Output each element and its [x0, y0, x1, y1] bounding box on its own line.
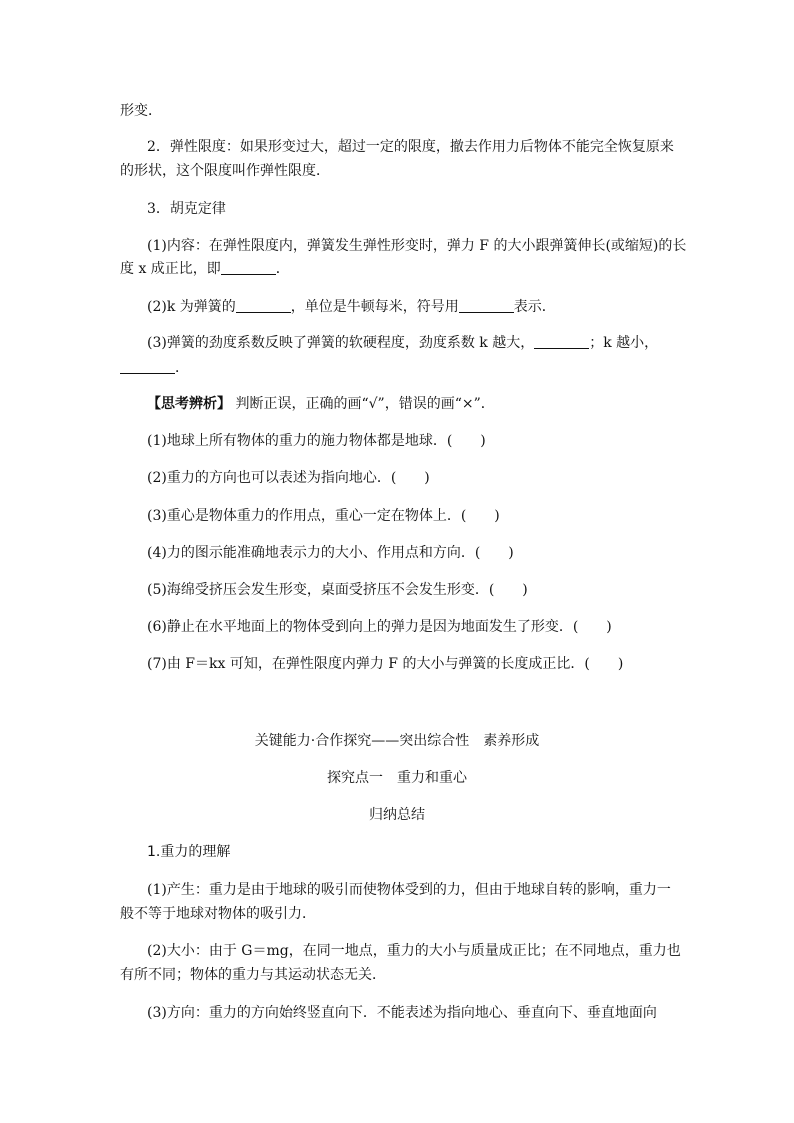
summary-title: 归纳总结 — [369, 807, 425, 823]
answer-blank[interactable] — [534, 334, 589, 349]
gravity-origin-line-2: 般不等于地球对物体的吸引力． — [120, 906, 316, 922]
hooke-content-line-1: (1)内容：在弹性限度内，弹簧发生弹性形变时，弹力 F 的大小跟弹簧伸长(或缩短)的长 — [147, 238, 687, 254]
section-heading: 关键能力·合作探究——突出综合性 素养形成 — [254, 733, 540, 749]
text-line: 形变． — [120, 103, 162, 119]
text-segment: ，单位是牛顿每米，符号用 — [290, 299, 459, 315]
answer-blank[interactable] — [120, 359, 175, 374]
think-tag: 【思考辨析】 — [147, 396, 231, 412]
judge-item: (3)重心是物体重力的作用点，重心一定在物体上．( ) — [147, 508, 500, 524]
text-segment: 度 x 成正比，即 — [120, 261, 221, 277]
hooke-law-title: 3．胡克定律 — [147, 201, 226, 217]
gravity-title: 1.重力的理解 — [147, 844, 231, 860]
hooke-content-line-2 — [120, 259, 290, 279]
judge-item: (6)静止在水平地面上的物体受到向上的弹力是因为地面发生了形变．( ) — [147, 619, 612, 635]
judge-item: (4)力的图示能准确地表示力的大小、作用点和方向．( ) — [147, 545, 514, 561]
think-instruction: 判断正误，正确的画“√”，错误的画“×”． — [235, 396, 495, 412]
judge-item: (7)由 F＝kx 可知，在弹性限度内弹力 F 的大小与弹簧的长度成正比．( ) — [147, 656, 624, 672]
answer-blank[interactable] — [236, 298, 291, 313]
elastic-limit-line-2: 的形状，这个限度叫作弹性限度． — [120, 163, 330, 179]
think-header — [147, 394, 495, 414]
judge-item: (2)重力的方向也可以表述为指向地心．( ) — [147, 470, 430, 486]
judge-item: (1)地球上所有物体的重力的施力物体都是地球．( ) — [147, 433, 486, 449]
judge-item: (5)海绵受挤压会发生形变，桌面受挤压不会发生形变．( ) — [147, 582, 528, 598]
explore-title: 探究点一 重力和重心 — [327, 770, 467, 786]
text-segment: ． — [175, 360, 189, 376]
answer-blank[interactable] — [221, 260, 276, 275]
gravity-origin-line-1: (1)产生：重力是由于地球的吸引而使物体受到的力，但由于地球自转的影响，重力一 — [147, 882, 671, 898]
hooke-k-line — [147, 297, 556, 317]
gravity-direction-line-1: (3)方向：重力的方向始终竖直向下．不能表述为指向地心、垂直向下、垂直地面向 — [147, 1005, 657, 1021]
gravity-size-line-2: 有所不同；物体的重力与其运动状态无关． — [120, 967, 386, 983]
hooke-stiffness-line-1 — [147, 333, 658, 353]
gravity-size-line-1: (2)大小：由于 G＝mg，在同一地点，重力的大小与质量成正比；在不同地点，重力也 — [147, 943, 681, 959]
answer-blank[interactable] — [459, 298, 514, 313]
text-segment: ；k 越小， — [589, 335, 659, 351]
text-segment: (3)弹簧的劲度系数反映了弹簧的软硬程度，劲度系数 k 越大， — [147, 335, 535, 351]
text-segment: 表示． — [513, 299, 556, 315]
elastic-limit-line-1: 2．弹性限度：如果形变过大，超过一定的限度，撤去作用力后物体不能完全恢复原来 — [147, 139, 674, 155]
hooke-stiffness-line-2 — [120, 358, 189, 378]
text-segment: ． — [275, 261, 290, 277]
text-segment: (2)k 为弹簧的 — [147, 299, 236, 315]
